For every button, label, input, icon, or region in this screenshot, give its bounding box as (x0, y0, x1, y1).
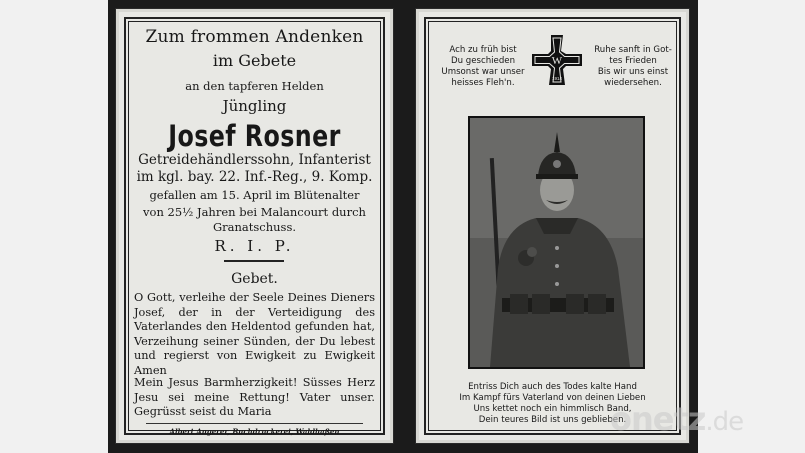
occupation: Getreidehändlerssohn, Infanterist (138, 152, 371, 168)
verse-left-line: Du geschieden (450, 56, 516, 66)
memorial-card-photo-side (415, 8, 690, 444)
memorial-card-text-side (115, 8, 394, 444)
verse-left-line: heisses Fleh'n. (451, 78, 515, 88)
watermark-logo (610, 400, 743, 438)
invocation-text: Mein Jesus Barmherzigkeit! Süsses Herz Jesu sei meine Rettung! Vater unser. Gegrüsst seist du Maria (134, 376, 375, 418)
soldier-portrait (468, 116, 645, 369)
title-line-1: Zum frommen Andenken (145, 27, 364, 47)
dedication: an den tapferen Helden (185, 79, 324, 93)
watermark-tld: .de (705, 407, 744, 437)
poem-line: Uns kettet noch ein himmlisch Band, (473, 404, 632, 414)
prayer-heading: Gebet. (231, 271, 278, 287)
verse-right-line: Ruhe sanft in Got- (594, 45, 672, 55)
divider (224, 260, 284, 262)
poem-line: Entriss Dich auch des Todes kalte Hand (468, 382, 637, 392)
verse-right-line: Bis wir uns einst (597, 67, 669, 77)
verse-right-line: wiedersehen. (604, 78, 662, 88)
printer-credit: Albert Angerer, Buchdruckerei, Waldhaßen (169, 427, 340, 436)
verse-left-line: Umsonst war unser (441, 67, 525, 77)
regiment: im kgl. bay. 22. Inf.-Reg., 9. Komp. (136, 169, 373, 185)
title-line-2: im Gebete (212, 51, 297, 70)
verse-right-line: tes Frieden (609, 56, 657, 66)
poem-line: Im Kampf fürs Vaterland von deinen Lieben (459, 393, 646, 403)
verse-right (588, 45, 678, 89)
death-line-2: von 25½ Jahren bei Malancourt durch (143, 205, 366, 219)
soldier-name: Josef Rosner (168, 119, 341, 153)
prayer-text: O Gott, verleihe der Seele Deines Dieners Josef, der in der Verteidigung des Vaterlandes den Heldentod gefunden hat, Verzeihung seiner Sünden, der Du lebest und regierst von Ewigkeit zu Ewigkeit Amen (134, 291, 375, 377)
rank: Jüngling (222, 97, 287, 115)
watermark-brand: onetz (610, 400, 706, 438)
death-line-3: Granatschuss. (212, 220, 297, 234)
verse-left-line: Ach zu früh bist (449, 45, 517, 55)
verse-left (434, 45, 532, 89)
iron-cross-icon (530, 33, 584, 87)
poem-line: Dein teures Bild ist uns geblieben. (478, 415, 627, 425)
rip: R. I. P. (214, 237, 295, 255)
cross-letter: W (551, 55, 563, 67)
printer-rule (146, 423, 363, 424)
cross-year: 1914 (551, 76, 563, 81)
death-line-1: gefallen am 15. April im Blütenalter (149, 188, 360, 202)
